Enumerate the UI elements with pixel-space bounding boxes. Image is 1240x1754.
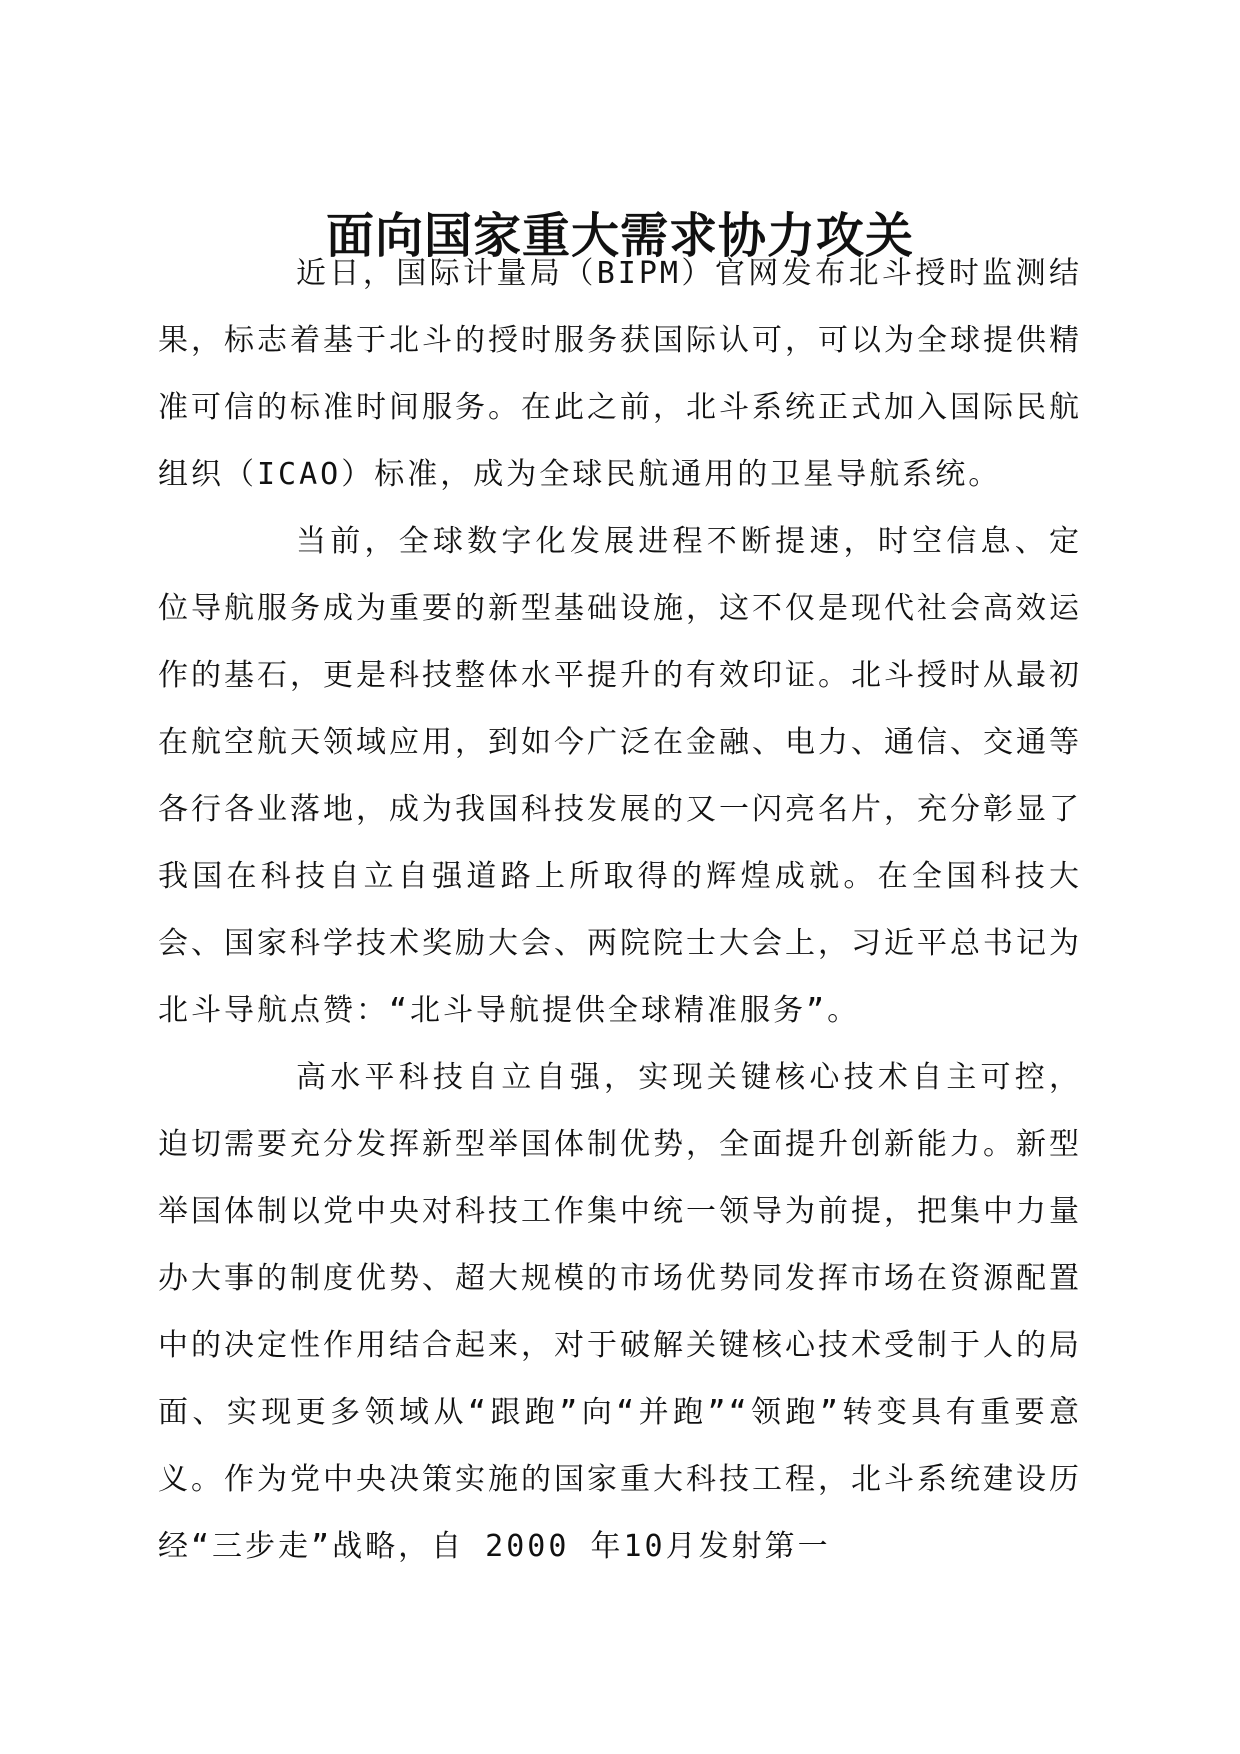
paragraph-3: 高水平科技自立自强，实现关键核心技术自主可控，迫切需要充分发挥新型举国体制优势，全面提升创新能力。新型举国体制以党中央对科技工作集中统一领导为前提，把集中力量办大事的制度优势、超大规模的市场优势同发挥市场在资源配置中的决定性作用结合起来，对于破解关键核心技术受制于人的局面、实现更多领域从“跟跑”向“并跑”“领跑”转变具有重要意义。作为党中央决策实施的国家重大科技工程，北斗系统建设历经“三步走”战略，自 2000 年10月发射第一 [158, 1060, 1082, 1564]
paragraph-1: 近日，国际计量局（BIPM）官网发布北斗授时监测结果，标志着基于北斗的授时服务获国际认可，可以为全球提供精准可信的标准时间服务。在此之前，北斗系统正式加入国际民航组织（ICAO）标准，成为全球民航通用的卫星导航系统。 [158, 256, 1082, 492]
document-title: 面向国家重大需求协力攻关 [325, 208, 914, 265]
paragraph-2: 当前，全球数字化发展进程不断提速，时空信息、定位导航服务成为重要的新型基础设施，这不仅是现代社会高效运作的基石，更是科技整体水平提升的有效印证。北斗授时从最初在航空航天领域应用，到如今广泛在金融、电力、通信、交通等各行各业落地，成为我国科技发展的又一闪亮名片，充分彰显了我国在科技自立自强道路上所取得的辉煌成就。在全国科技大会、国家科学技术奖励大会、两院院士大会上，习近平总书记为北斗导航点赞：“北斗导航提供全球精准服务”。 [158, 524, 1082, 1028]
document-body [158, 240, 1082, 1580]
